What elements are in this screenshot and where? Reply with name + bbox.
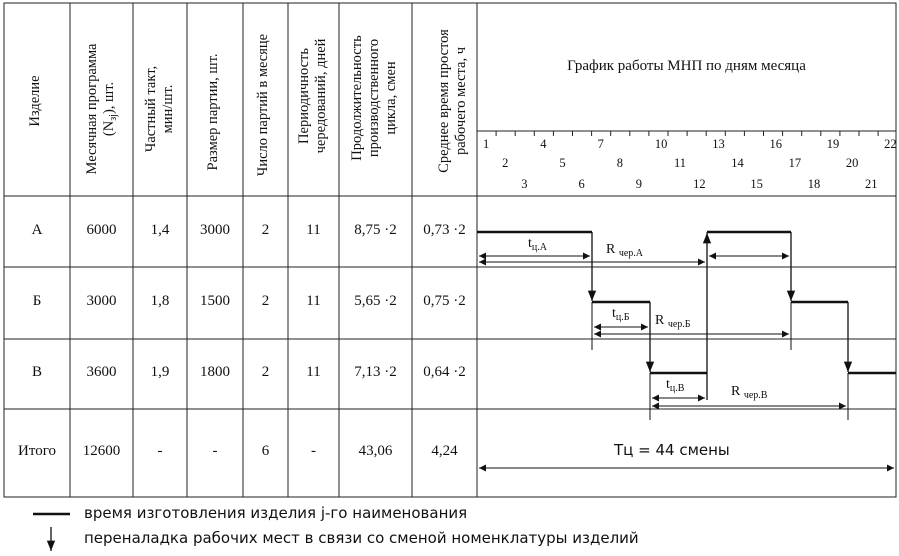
day-number: 7: [597, 137, 604, 151]
header-product: Изделие: [27, 75, 43, 127]
cell-idle: 0,73 ·2: [423, 222, 466, 238]
header-batch-size: Размер партии, шт.: [205, 53, 221, 171]
cell-product: Б: [32, 293, 42, 309]
cell-batch: 1500: [200, 293, 230, 309]
label-tcB: $t_{ц.Б}$: [612, 306, 630, 323]
cell-monthly: 3000: [86, 293, 117, 309]
day-number: 15: [750, 177, 763, 191]
label-tcV: $t_{ц.В}$: [666, 377, 685, 394]
header-cycle-duration: Продолжительность производственного цикла, смен: [349, 35, 399, 161]
day-number: 13: [712, 137, 725, 151]
cell-takt: 1,8: [150, 293, 170, 309]
cell-duration: 8,75 ·2: [354, 222, 397, 238]
cell-batches: 6: [261, 443, 270, 459]
cell-period: -: [311, 443, 316, 459]
cell-period: 11: [306, 293, 321, 309]
label-rchV: R $_{чер.В}$: [731, 384, 768, 401]
cell-period: 11: [306, 222, 321, 238]
cell-batch: -: [212, 443, 218, 459]
header-schedule: График работы МНП по дням месяца: [567, 58, 806, 74]
cell-duration: 7,13 ·2: [354, 364, 397, 380]
legend-arrow-text: переналадка рабочих мест в связи со сменой номенклатуры изделий: [84, 529, 639, 547]
header-monthly-program: Месячная программа $(N_{зj})$, шт.: [84, 43, 119, 175]
cell-batch: 1800: [200, 364, 230, 380]
cell-monthly: 6000: [86, 222, 117, 238]
day-number: 16: [769, 137, 782, 151]
cell-idle: 0,64 ·2: [423, 364, 466, 380]
day-number: 10: [654, 137, 668, 151]
cell-batches: 2: [261, 222, 270, 238]
day-number: 22: [884, 137, 897, 151]
header-batches-count: Число партий в месяце: [255, 33, 271, 177]
cell-idle: 4,24: [431, 443, 458, 459]
cell-product: А: [31, 222, 43, 238]
cell-batches: 2: [261, 293, 270, 309]
cell-takt: 1,9: [150, 364, 170, 380]
cell-product: Итого: [18, 443, 56, 459]
cell-monthly: 3600: [86, 364, 117, 380]
day-number: 4: [540, 137, 547, 151]
day-number: 3: [521, 177, 528, 191]
day-number: 5: [559, 156, 566, 170]
day-number: 18: [807, 177, 821, 191]
day-number: 8: [616, 156, 623, 170]
cell-monthly: 12600: [82, 443, 121, 459]
label-total-cycle: Тц = 44 смены: [614, 441, 730, 459]
cell-takt: -: [157, 443, 163, 459]
cell-product: В: [31, 364, 42, 380]
day-number: 2: [502, 156, 509, 170]
cell-takt: 1,4: [150, 222, 170, 238]
day-number: 19: [826, 137, 840, 151]
cell-idle: 0,75 ·2: [423, 293, 466, 309]
label-rchA: R $_{чер.А}$: [606, 242, 644, 259]
day-number: 11: [674, 156, 687, 170]
day-number: 17: [788, 156, 802, 170]
day-number: 12: [693, 177, 706, 191]
label-tcA: $t_{ц.А}$: [528, 236, 547, 253]
cell-batch: 3000: [200, 222, 230, 238]
cell-duration: 43,06: [358, 443, 393, 459]
day-number: 21: [865, 177, 878, 191]
label-rchB: R $_{чер.Б}$: [655, 313, 691, 330]
legend-line-text: время изготовления изделия j-го наименования: [84, 504, 468, 522]
day-number: 6: [578, 177, 585, 191]
cell-duration: 5,65 ·2: [354, 293, 397, 309]
cell-batches: 2: [261, 364, 270, 380]
day-number: 20: [845, 156, 859, 170]
day-number: 1: [483, 137, 490, 151]
header-periodicity: Периодичность чередований, дней: [296, 38, 329, 154]
cell-period: 11: [306, 364, 321, 380]
header-takt: Частный такт, мин/шт.: [143, 65, 176, 153]
day-number: 14: [731, 156, 744, 170]
day-number: 9: [635, 177, 643, 191]
header-idle-time: Среднее время простоя рабочего места, ч: [436, 29, 469, 173]
